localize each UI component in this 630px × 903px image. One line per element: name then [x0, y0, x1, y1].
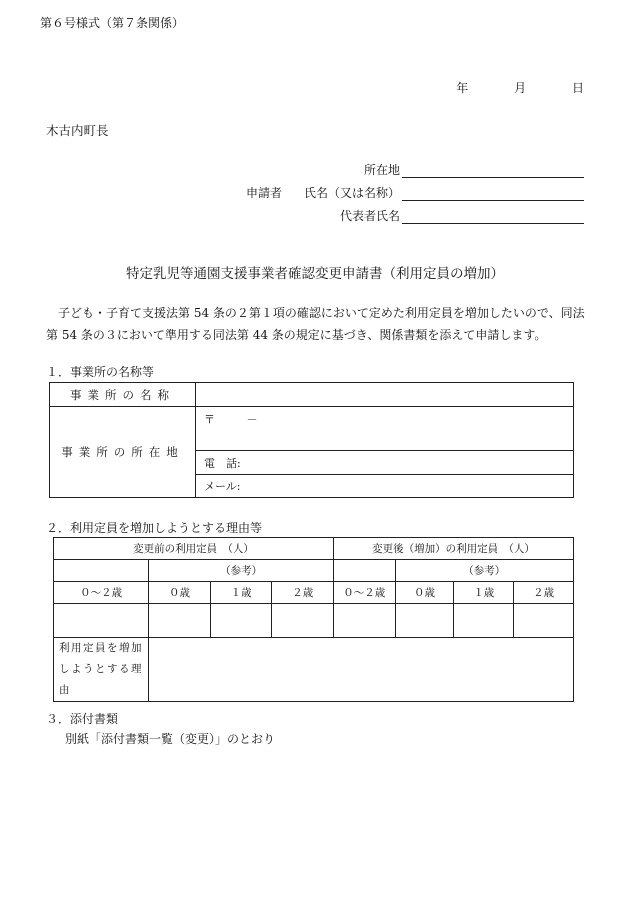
- before-value-0[interactable]: [149, 604, 211, 638]
- attachments-text: 別紙「添付書類一覧（変更）」のとおり: [65, 732, 276, 746]
- email-label: メール:: [204, 480, 241, 493]
- before-value-2[interactable]: [272, 604, 334, 638]
- after-value-0-2[interactable]: [334, 604, 396, 638]
- before-age-1: １歳: [210, 582, 272, 604]
- after-age-1: １歳: [454, 582, 514, 604]
- reason-label-line2: しようとする理由: [59, 663, 143, 696]
- postal-mark: 〒: [204, 413, 215, 426]
- year-label: 年: [456, 81, 469, 95]
- postal-dash: －: [246, 413, 258, 426]
- postal-code-field[interactable]: [196, 407, 574, 451]
- name-label: 氏名（又は名称）: [303, 186, 400, 200]
- body-text-content: 子ども・子育て支援法第 54 条の２第１項の確認において定めた利用定員を増加したいので、同法第 54 条の３において準用する同法第 44 条の規定に基づき、関係書類を添えて申請します。: [46, 306, 585, 342]
- recipient: 木古内町長: [46, 123, 109, 138]
- after-value-1[interactable]: [454, 604, 514, 638]
- body-text: [46, 302, 594, 346]
- reason-field[interactable]: [149, 638, 574, 702]
- after-value-0[interactable]: [395, 604, 454, 638]
- applicant-rep-row: [340, 207, 584, 224]
- applicant-name-row: [246, 184, 584, 201]
- before-age-2: ２歳: [272, 582, 334, 604]
- facility-table: [49, 382, 574, 498]
- before-age-0: ０歳: [149, 582, 211, 604]
- after-blank-cell: [334, 560, 396, 582]
- after-age-0: ０歳: [395, 582, 454, 604]
- rep-field[interactable]: [402, 209, 584, 224]
- name-field[interactable]: [402, 186, 584, 201]
- before-value-1[interactable]: [210, 604, 272, 638]
- applicant-address-row: [364, 161, 584, 178]
- after-value-2[interactable]: [514, 604, 574, 638]
- reason-label: [54, 638, 149, 702]
- day-label: 日: [571, 81, 584, 95]
- facility-name-label: 事業所の名称: [50, 383, 196, 407]
- before-reference: （参考）: [149, 560, 334, 582]
- email-field[interactable]: [196, 475, 574, 498]
- rep-label: 代表者氏名: [339, 209, 400, 223]
- before-age-0-2: ０～２歳: [54, 582, 149, 604]
- phone-label: 電 話:: [204, 456, 241, 470]
- applicant-prefix: 申請者: [245, 186, 282, 200]
- after-age-0-2: ０～２歳: [334, 582, 396, 604]
- address-label: 所在地: [363, 163, 400, 177]
- before-value-0-2[interactable]: [54, 604, 149, 638]
- after-reference: （参考）: [395, 560, 573, 582]
- month-label: 月: [514, 81, 527, 95]
- after-age-2: ２歳: [514, 582, 574, 604]
- facility-name-field[interactable]: [196, 383, 574, 407]
- phone-field[interactable]: [196, 451, 574, 475]
- reason-label-line1: 利用定員を増加: [59, 642, 143, 654]
- facility-address-label: 事業所の所在地: [50, 407, 196, 498]
- document-title: 特定乳児等通園支援事業者確認変更申請書（利用定員の増加）: [126, 266, 504, 282]
- after-header: 変更後（増加）の利用定員 （人）: [334, 538, 574, 560]
- address-field[interactable]: [402, 163, 584, 178]
- section1-heading: １．事業所の名称等: [46, 365, 155, 379]
- date-line: [456, 79, 584, 96]
- before-blank-cell: [54, 560, 149, 582]
- section2-heading: ２．利用定員を増加しようとする理由等: [46, 521, 263, 535]
- capacity-table: [53, 537, 574, 702]
- form-number: 第６号様式（第７条関係）: [40, 16, 185, 30]
- before-header: 変更前の利用定員 （人）: [54, 538, 334, 560]
- section3-heading: ３．添付書類: [46, 712, 119, 726]
